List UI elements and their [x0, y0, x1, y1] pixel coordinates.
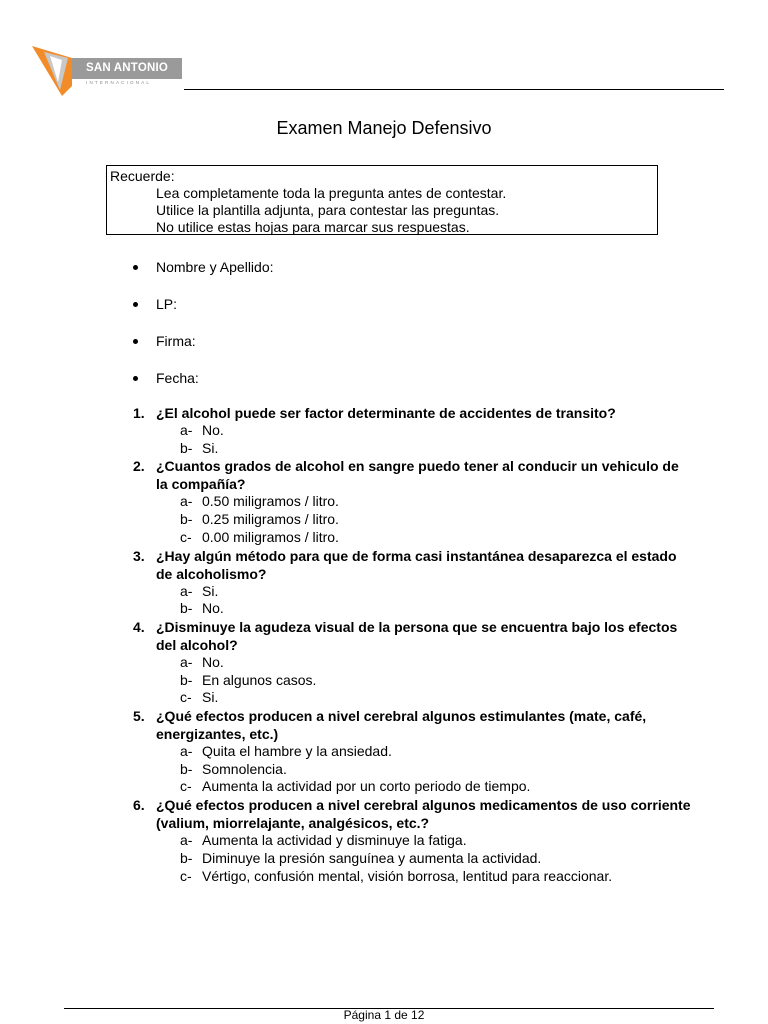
answer-option	[133, 778, 693, 796]
bullet-icon	[133, 339, 138, 344]
question-text: ¿Qué efectos producen a nivel cerebral algunos estimulantes (mate, café, energizantes, etc.)	[156, 708, 647, 743]
answer-option	[133, 761, 693, 779]
option-text: No.	[202, 600, 224, 617]
option-text: No.	[202, 653, 224, 670]
logo-wordmark: SAN ANTONIO	[72, 58, 182, 79]
option-letter: a-	[180, 493, 193, 510]
option-letter: a-	[180, 832, 193, 849]
answer-option	[133, 600, 693, 618]
option-text: Quita el hambre y la ansiedad.	[202, 743, 392, 760]
option-letter: c-	[180, 528, 192, 545]
reminder-line: Utilice la plantilla adjunta, para contestar las preguntas.	[156, 202, 500, 218]
option-text: Somnolencia.	[202, 760, 287, 777]
question-text: ¿Qué efectos producen a nivel cerebral algunos medicamentos de uso corriente (valium, miorrelajante, analgésicos, etc.?	[156, 797, 691, 832]
question-number: 1.	[133, 405, 145, 421]
option-text: 0.25 miligramos / litro.	[202, 511, 339, 528]
option-text: No.	[202, 422, 224, 438]
field-label: LP:	[156, 296, 178, 312]
answer-option	[133, 850, 693, 868]
field-label: Fecha:	[156, 370, 199, 386]
question-1	[133, 404, 693, 422]
question-4	[133, 618, 693, 654]
option-letter: a-	[180, 743, 193, 760]
reminder-line: No utilice estas hojas para marcar sus respuestas.	[156, 219, 470, 235]
option-text: Aumenta la actividad por un corto periodo de tiempo.	[202, 778, 531, 795]
bullet-icon	[133, 376, 138, 381]
option-letter: b-	[180, 511, 193, 528]
question-text: ¿Hay algún método para que de forma casi instantánea desaparezca el estado de alcoholismo?	[156, 547, 677, 582]
option-text: Aumenta la actividad y disminuye la fatiga.	[202, 832, 467, 849]
option-letter: a-	[180, 653, 193, 670]
answer-option	[133, 743, 693, 761]
page-number: Página 1 de 12	[343, 1008, 425, 1022]
question-list	[133, 404, 693, 885]
field-label: Nombre y Apellido:	[156, 259, 274, 275]
reminder-heading: Recuerde:	[110, 168, 175, 184]
question-6	[133, 796, 693, 832]
question-3	[133, 547, 693, 583]
page-title: Examen Manejo Defensivo	[276, 118, 492, 138]
field-label: Firma:	[156, 333, 196, 349]
reminder-box	[106, 165, 658, 235]
bullet-icon	[133, 302, 138, 307]
option-text: Si.	[202, 582, 219, 599]
answer-option	[133, 832, 693, 850]
question-number: 3.	[133, 547, 145, 564]
answer-option	[133, 511, 693, 529]
option-text: En algunos casos.	[202, 671, 317, 688]
option-letter: c-	[180, 867, 192, 884]
answer-option	[133, 422, 693, 440]
header-divider	[184, 89, 724, 90]
option-letter: b-	[180, 600, 193, 617]
option-letter: b-	[180, 439, 193, 456]
question-number: 5.	[133, 708, 145, 725]
logo-subtitle: INTERNACIONAL	[86, 80, 152, 85]
option-text: Si.	[202, 689, 219, 706]
option-text: Si.	[202, 439, 219, 456]
answer-option	[133, 529, 693, 547]
option-letter: b-	[180, 760, 193, 777]
question-number: 2.	[133, 458, 145, 475]
question-text: ¿Disminuye la agudeza visual de la persona que se encuentra bajo los efectos del alcohol?	[156, 618, 678, 653]
answer-option	[133, 868, 693, 886]
question-number: 4.	[133, 618, 145, 635]
answer-option	[133, 654, 693, 672]
question-text: ¿Cuantos grados de alcohol en sangre puedo tener al conducir un vehiculo de la compañía?	[156, 458, 679, 493]
question-number: 6.	[133, 797, 145, 814]
option-letter: b-	[180, 671, 193, 688]
answer-option	[133, 440, 693, 458]
option-text: Vértigo, confusión mental, visión borrosa, lentitud para reaccionar.	[202, 867, 613, 884]
option-text: Diminuye la presión sanguínea y aumenta la actividad.	[202, 849, 542, 866]
option-letter: a-	[180, 422, 193, 438]
reminder-line: Lea completamente toda la pregunta antes de contestar.	[156, 185, 507, 201]
question-text: ¿El alcohol puede ser factor determinante de accidentes de transito?	[156, 405, 616, 421]
option-letter: a-	[180, 582, 193, 599]
option-letter: c-	[180, 689, 192, 706]
option-text: 0.00 miligramos / litro.	[202, 528, 339, 545]
bullet-icon	[133, 265, 138, 270]
option-letter: b-	[180, 849, 193, 866]
option-letter: c-	[180, 778, 192, 795]
answer-option	[133, 493, 693, 511]
answer-option	[133, 583, 693, 601]
answer-option	[133, 672, 693, 690]
answer-option	[133, 689, 693, 707]
question-5	[133, 707, 693, 743]
option-text: 0.50 miligramos / litro.	[202, 493, 339, 510]
question-2	[133, 457, 693, 493]
